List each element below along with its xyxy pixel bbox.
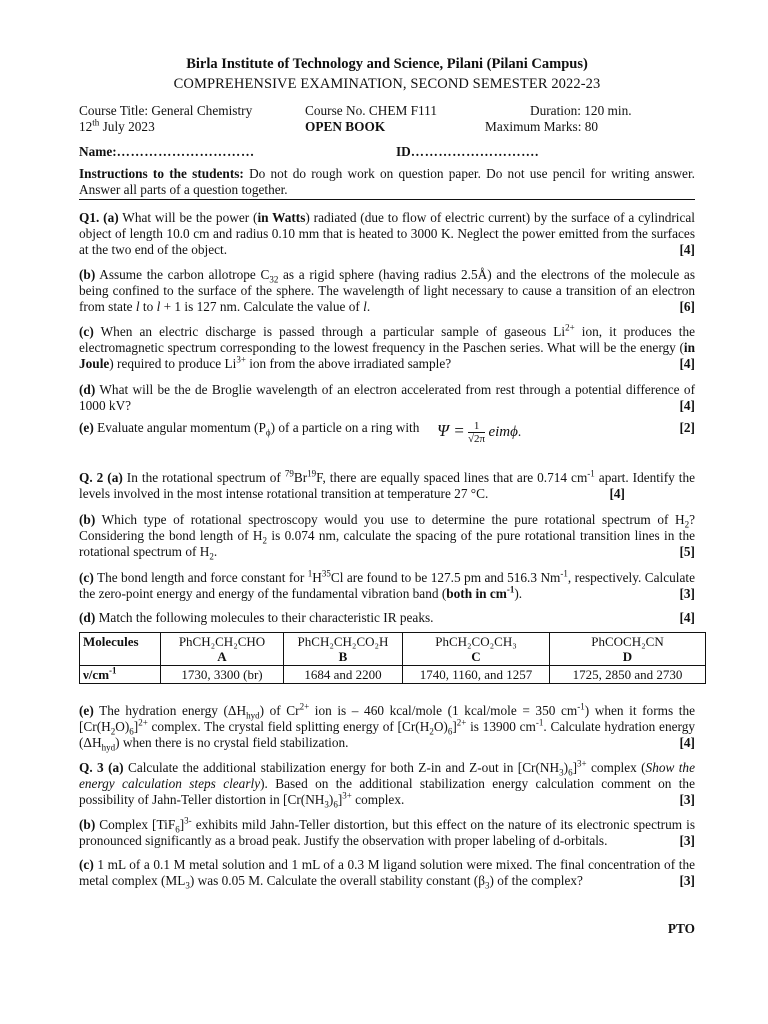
table-row [80, 633, 706, 666]
page-turn-over: PTO [667, 921, 695, 936]
q1-a: Q1. (a) What will be the power (in Watts) radiated (due to flow of electric current) by the surface of a cylindrical object of length 10.0 cm and radius 0.10 mm that is heated to 3000 K. Neglect the power emitted from the surfaces at the two end of the object. [4] [79, 210, 695, 257]
course-title: Course Title: General Chemistry [79, 103, 253, 118]
q1-c: (c) When an electric discharge is passed through a particular sample of gaseous $Li^{2+}$ ion, it produces the electromagnetic spectrum corresponding to the lowest frequency in the Paschen series. What will be the energy (in Joule) required to produce $Li^{3+}$ ion from the above irradiated sample? [4] [79, 322, 696, 371]
q1-b: (b) Assume the carbon allotrope $C_{32}$ as a rigid sphere (having radius 2.5Å) and the electrons of the molecule as being confined to the surface of the sphere. The wavelength of light necessary to cause a transition of an electron from state l to l + 1 is 127 nm. Calculate the value of l. [6] [79, 267, 695, 314]
maximum-marks: Maximum Marks: 80 [485, 119, 599, 134]
instructions: Instructions to the students: Do not do rough work on question paper. Do not use pencil for writing answer. Answer all parts of a question together. [79, 166, 695, 197]
table-cell: 1725, 2850 and 2730 [550, 666, 706, 684]
course-info-row-2 [79, 119, 695, 135]
wavefunction-equation: Ψ = $\frac{1}{√2\pi}$ eimϕ. [437, 420, 522, 445]
table-cell: PhCH₂CH₂CHO A [161, 633, 284, 666]
course-info-row-1 [79, 103, 695, 119]
q2-a: Q. 2 (a) In the rotational spectrum of $^{79}$Br$^{19}$F, there are equally spaced lines that are 0.714 $cm^{-1}$ apart. Identify the levels involved in the most intense rotational transition at temperature 27 °C. [4] [79, 468, 696, 501]
molecules-header: Molecules [80, 633, 161, 666]
q1-e: (e) Evaluate angular momentum $(P_\phi)$ of a particle on a ring with Ψ = $\frac{1}{√2\pi}$ eimϕ. [2] [79, 420, 695, 445]
duration: Duration: 120 min. [530, 103, 632, 118]
table-cell: 1730, 3300 (br) [161, 666, 284, 684]
q2-b: (b) Which type of rotational spectroscopy would you use to determine the pure rotational spectrum of $H_2$? Considering the bond length of $H_2$ is 0.074 nm, calculate the spacing of the pure rotational transition lines in the rotational spectrum of $H_2$. [5] [79, 512, 695, 562]
id-field: ID………………………. [396, 144, 539, 159]
table-cell: PhCOCH₂CN D [550, 633, 706, 666]
course-number: Course No. CHEM F111 [305, 103, 437, 118]
q2-c: (c) The bond length and force constant for $^1H^{35}Cl$ are found to be 127.5 pm and 516.3 $Nm^{-1}$, respectively. Calculate the zero-point energy and energy of the fundamental vibration band (both in $cm^{-1}$). [3] [79, 568, 695, 601]
q2-d: (d) Match the following molecules to their characteristic IR peaks. [4] [79, 610, 695, 625]
table-cell: 1740, 1160, and 1257 [403, 666, 550, 684]
exam-date: 12th July 2023 [79, 117, 155, 134]
q2-e: (e) The hydration energy $(\Delta H_{hyd})$ of $Cr^{2+}$ ion is – 460 kcal/mole (1 kcal/mole = 350 $cm^{-1}$) when it forms the $[Cr(H_2O)_6]^{2+}$ complex. The crystal field splitting energy of $[Cr(H_2O)_6]^{2+}$ is 13900 $cm^{-1}$. Calculate hydration energy $(\Delta H_{hyd})$ when there is no crystal field stabilization. [4] [79, 701, 695, 753]
name-field: Name:………………………… [79, 144, 255, 159]
table-cell: PhCH₂CH₂CO₂H B [284, 633, 403, 666]
open-book-label: OPEN BOOK [305, 119, 386, 134]
wavenumber-header: $\nu/cm^{-1}$ [80, 666, 161, 684]
student-fields [79, 144, 695, 160]
q1-d: (d) What will be the de Broglie wavelength of an electron accelerated from rest through a potential difference of 1000 kV? [4] [79, 382, 695, 413]
divider [79, 199, 695, 200]
q3-a: Q. 3 (a) Calculate the additional stabilization energy for both Z-in and Z-out in $[Cr(NH_3)_6]^{3+}$ complex (Show the energy calculation steps clearly). Based on the additional stabilization energy calculation comment on the possibility of Jahn-Teller distortion in $[Cr(NH_3)_6]^{3+}$ complex. [3] [79, 758, 695, 810]
table-cell: PhCH₂CO₂CH₃ C [403, 633, 550, 666]
institute-name: Birla Institute of Technology and Science, Pilani (Pilani Campus) [186, 56, 588, 72]
q3-c: (c) 1 mL of a 0.1 M metal solution and 1 mL of a 0.3 M ligand solution were mixed. The final concentration of the metal complex $(ML_3)$ was 0.05 M. Calculate the overall stability constant $(\beta_3)$ of the complex? [3] [79, 857, 695, 891]
ir-peaks-table [79, 632, 706, 684]
q3-b: (b) Complex $[TiF_6]^{3-}$ exhibits mild Jahn-Teller distortion, but this effect on the nature of its electronic spectrum is pronounced significantly as a broad peak. Justify the observation with proper labeling of d-orbitals. [3] [79, 815, 695, 848]
table-row [80, 666, 706, 684]
exam-title: COMPREHENSIVE EXAMINATION, SECOND SEMESTER 2022-23 [173, 76, 601, 92]
table-cell: 1684 and 2200 [284, 666, 403, 684]
